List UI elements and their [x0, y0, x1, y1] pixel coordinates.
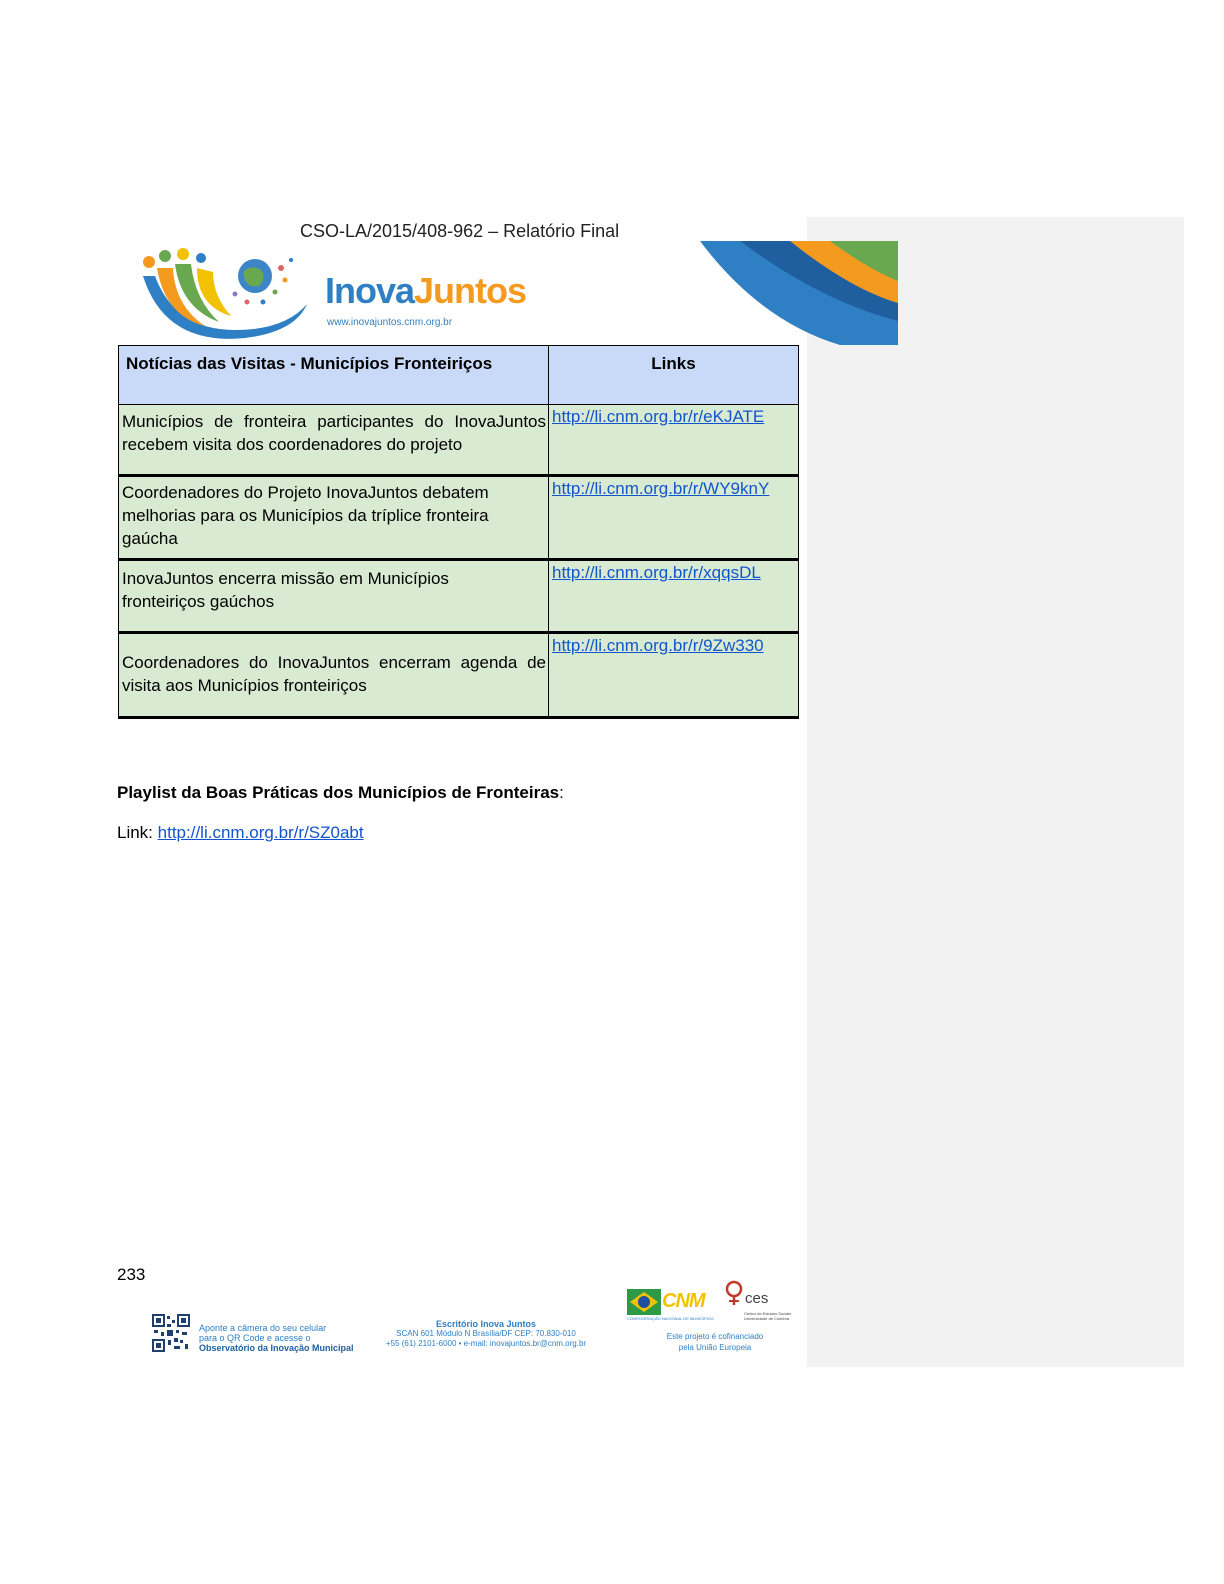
brand-name-part2: Juntos: [414, 270, 527, 311]
visits-table: [118, 345, 799, 719]
playlist-heading: [117, 783, 564, 803]
table-row: [119, 476, 799, 560]
link-cell: [549, 476, 799, 560]
news-link[interactable]: http://li.cnm.org.br/r/eKJATE: [552, 407, 765, 426]
news-title-cell: [119, 633, 549, 718]
table-header-links: Links: [549, 346, 799, 405]
link-cell: [549, 405, 799, 476]
news-link[interactable]: http://li.cnm.org.br/r/xqqsDL: [552, 563, 761, 582]
news-title-text: Coordenadores do Projeto InovaJuntos debatem melhorias para os Municípios da tríplice fronteira gaúcha: [122, 483, 489, 548]
cnm-subtitle: CONFEDERAÇÃO NACIONAL DE MUNICÍPIOS: [627, 1316, 714, 1321]
cofinancing-line: pela União Europeia: [678, 1343, 752, 1352]
brand-name: [325, 270, 526, 312]
news-title-text: InovaJuntos encerra missão em Municípios fronteiriços gaúchos: [122, 569, 449, 611]
news-title-cell: [119, 476, 549, 560]
playlist-colon: :: [559, 783, 564, 802]
playlist-link-label: Link:: [117, 823, 158, 842]
table-row: [119, 633, 799, 718]
ces-subtitle-line: Centro de Estudos Sociais: [744, 1311, 792, 1316]
cofinancing-note: [660, 1331, 770, 1353]
news-title-line: visita aos Municípios fronteiriços: [122, 676, 367, 695]
cnm-logo-text: CNM: [662, 1290, 705, 1312]
brazil-flag-icon: [627, 1287, 661, 1317]
running-header: [300, 217, 620, 239]
ces-logo-text: ces: [745, 1290, 769, 1307]
news-title-line: recebem visita dos coordenadores do projeto: [122, 435, 463, 454]
link-cell: [549, 560, 799, 633]
news-title-line: Coordenadores do InovaJuntos encerram agenda de: [122, 653, 546, 672]
qr-code-icon: [152, 1314, 190, 1352]
brand-url: www.inovajuntos.cnm.org.br: [327, 317, 453, 328]
news-title-line: Municípios de fronteira participantes do InovaJuntos: [122, 412, 546, 431]
inovajuntos-logo-icon: [135, 246, 315, 346]
ces-subtitle: [744, 1311, 791, 1321]
table-header-row: [119, 346, 799, 405]
playlist-link[interactable]: http://li.cnm.org.br/r/SZ0abt: [157, 823, 364, 842]
qr-caption: [199, 1323, 354, 1353]
office-line: +55 (61) 2101-6000 • e-mail: inovajuntos.br@cnm.org.br: [385, 1339, 587, 1348]
qr-caption-line: para o QR Code e acesse o: [199, 1333, 311, 1343]
brand-name-part1: Inova: [325, 270, 415, 311]
news-title-cell: [119, 560, 549, 633]
office-address: [378, 1319, 594, 1349]
comment-margin-pane: [807, 217, 1184, 1367]
table-row: [119, 560, 799, 633]
news-title-cell: [119, 405, 549, 476]
table-row: [119, 405, 799, 476]
ces-logo-icon: [724, 1280, 746, 1306]
qr-caption-line: Observatório da Inovação Municipal: [199, 1343, 354, 1353]
running-header-text: CSO-LA/2015/408-962 – Relatório Final: [300, 221, 620, 239]
link-cell: [549, 633, 799, 718]
news-link[interactable]: http://li.cnm.org.br/r/WY9knY: [552, 479, 770, 498]
playlist-link-line: [117, 823, 364, 843]
table-header-title: Notícias das Visitas - Municípios Fronteiriços: [119, 346, 549, 405]
office-line: SCAN 601 Módulo N Brasília/DF CEP: 70.830-010: [396, 1329, 576, 1338]
office-title: Escritório Inova Juntos: [435, 1319, 537, 1329]
ces-subtitle-line: Universidade de Coimbra: [744, 1316, 790, 1321]
playlist-title: Playlist da Boas Práticas dos Municípios de Fronteiras: [117, 783, 560, 802]
header-swoosh-decoration: [700, 241, 898, 345]
news-link[interactable]: http://li.cnm.org.br/r/9Zw330: [552, 636, 764, 655]
cofinancing-line: Este projeto é cofinanciado: [666, 1332, 764, 1341]
qr-caption-line: Aponte a câmera do seu celular: [199, 1323, 327, 1333]
page-number: 233: [117, 1265, 146, 1284]
